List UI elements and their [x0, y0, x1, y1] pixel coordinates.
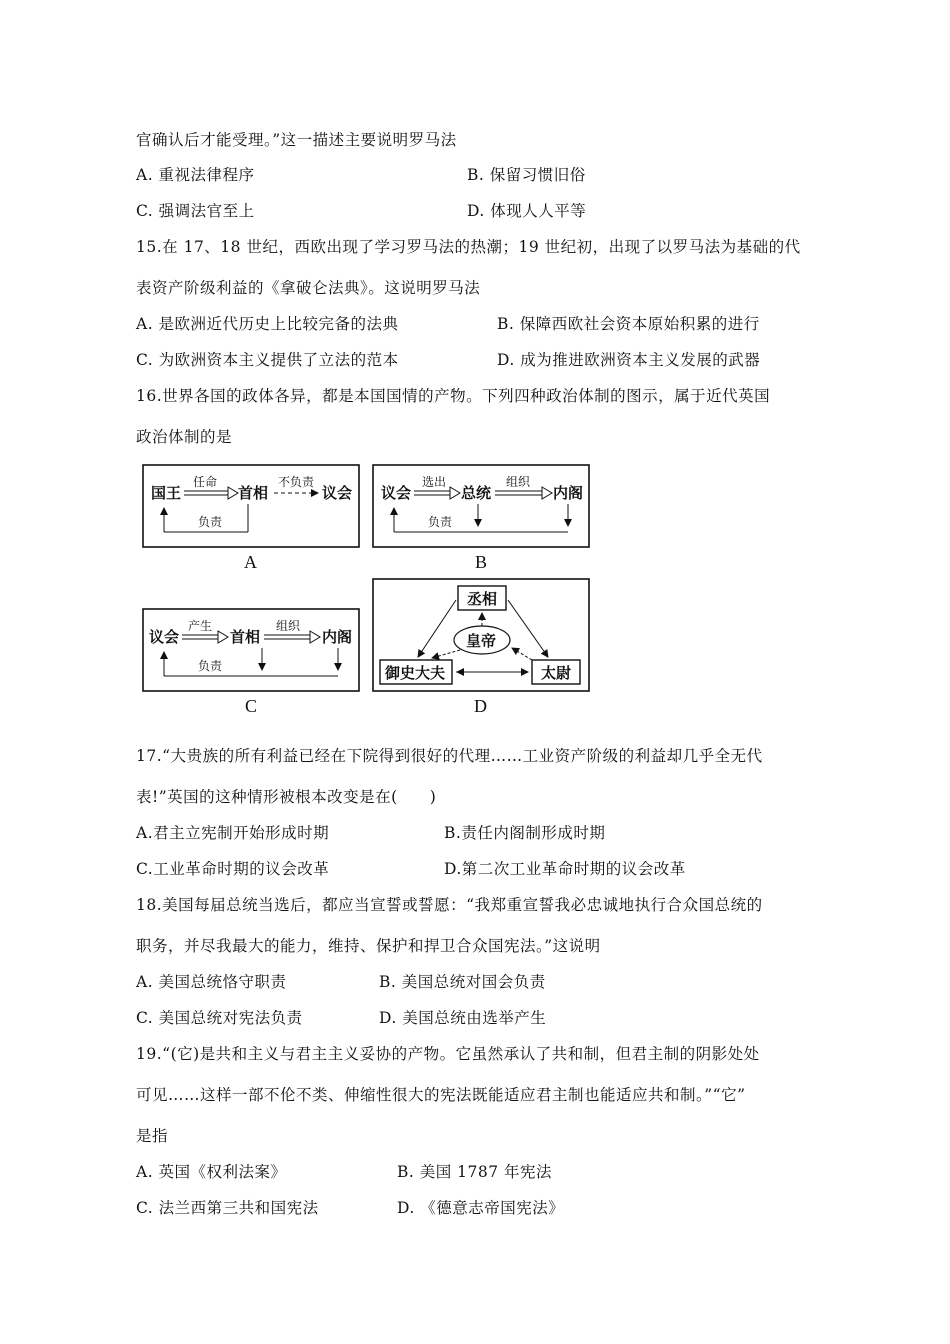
diagram-d — [372, 578, 590, 692]
diagram-d-label: D — [474, 696, 487, 716]
diagram-c-node-cabinet: 内阁 — [322, 628, 353, 646]
diagram-b-node-parliament: 议会 — [381, 484, 412, 502]
q17-stem-line2: 表!”英国的这种情形被根本改变是在( ) — [136, 788, 437, 806]
q18-option-c[interactable]: C. 美国总统对宪法负责 — [136, 1009, 303, 1027]
q18-stem-line1: 18.美国每届总统当选后，都应当宣誓或誓愿：“我郑重宣誓我必忠诚地执行合众国总统的 — [136, 896, 763, 914]
q14-option-a[interactable]: A. 重视法律程序 — [136, 166, 255, 184]
q18-option-a[interactable]: A. 美国总统恪守职责 — [136, 973, 287, 991]
diagram-c — [142, 608, 360, 692]
q19-stem-line2: 可见……这样一部不伦不类、伸缩性很大的宪法既能适应君主制也能适应共和制。”“它” — [136, 1086, 746, 1104]
q19-option-d[interactable]: D. 《德意志帝国宪法》 — [397, 1199, 565, 1217]
q18-option-d[interactable]: D. 美国总统由选举产生 — [379, 1009, 547, 1027]
q17-option-c[interactable]: C.工业革命时期的议会改革 — [136, 860, 330, 878]
diagram-b — [372, 464, 590, 548]
diagram-b-node-cabinet: 内阁 — [553, 484, 584, 502]
q15-option-d[interactable]: D. 成为推进欧洲资本主义发展的武器 — [497, 351, 761, 369]
q19-stem-line3: 是指 — [136, 1127, 169, 1145]
q15-option-b[interactable]: B. 保障西欧社会资本原始积累的进行 — [497, 315, 760, 333]
diagram-a — [142, 464, 360, 548]
diagram-c-label-organize: 组织 — [276, 619, 301, 633]
diagram-b-label-responsible: 负责 — [428, 515, 453, 529]
q18-option-b[interactable]: B. 美国总统对国会负责 — [379, 973, 546, 991]
q15-stem-line1: 15.在 17、18 世纪，西欧出现了学习罗马法的热潮；19 世纪初，出现了以罗马法为基础的代 — [136, 238, 801, 256]
diagram-b-node-president: 总统 — [461, 484, 492, 502]
q19-option-a[interactable]: A. 英国《权利法案》 — [136, 1163, 287, 1181]
q17-stem-line1: 17.“大贵族的所有利益已经在下院得到很好的代理……工业资产阶级的利益却几乎全无代 — [136, 747, 763, 765]
diagram-b-label: B — [475, 552, 488, 572]
q17-option-b[interactable]: B.责任内阁制形成时期 — [444, 824, 606, 842]
q17-option-d[interactable]: D.第二次工业革命时期的议会改革 — [444, 860, 686, 878]
diagram-a-label-appoint: 任命 — [193, 475, 218, 489]
q15-option-a[interactable]: A. 是欧洲近代历史上比较完备的法典 — [136, 315, 399, 333]
q19-stem-line1: 19.“(它)是共和主义与君主主义妥协的产物。它虽然承认了共和制，但君主制的阴影处处 — [136, 1045, 760, 1063]
diagram-a-label-responsible: 负责 — [198, 515, 223, 529]
q14-option-c[interactable]: C. 强调法官至上 — [136, 202, 255, 220]
q14-option-b[interactable]: B. 保留习惯旧俗 — [467, 166, 586, 184]
diagram-c-node-parliament: 议会 — [149, 628, 180, 646]
diagram-d-node-commandant: 太尉 — [541, 664, 572, 682]
diagram-a-node-pm: 首相 — [238, 484, 269, 502]
diagram-c-label-responsible: 负责 — [198, 659, 223, 673]
q16-stem-line2: 政治体制的是 — [136, 428, 233, 446]
diagram-b-label-organize: 组织 — [506, 475, 531, 489]
q14-option-d[interactable]: D. 体现人人平等 — [467, 202, 587, 220]
diagram-b-label-elect: 选出 — [422, 475, 447, 489]
diagram-c-label-produce: 产生 — [188, 619, 213, 633]
q19-option-c[interactable]: C. 法兰西第三共和国宪法 — [136, 1199, 319, 1217]
diagram-c-label: C — [245, 696, 258, 716]
q19-option-b[interactable]: B. 美国 1787 年宪法 — [397, 1163, 553, 1181]
q17-option-a[interactable]: A.君主立宪制开始形成时期 — [136, 824, 330, 842]
q14-stem: 官确认后才能受理。”这一描述主要说明罗马法 — [136, 131, 457, 149]
diagram-a-node-parliament: 议会 — [322, 484, 353, 502]
q16-stem-line1: 16.世界各国的政体各异，都是本国国情的产物。下列四种政治体制的图示，属于近代英国 — [136, 387, 771, 405]
diagram-d-node-emperor: 皇帝 — [466, 632, 497, 650]
q18-stem-line2: 职务，并尽我最大的能力，维持、保护和捍卫合众国宪法。”这说明 — [136, 937, 601, 955]
q15-stem-line2: 表资产阶级利益的《拿破仑法典》。这说明罗马法 — [136, 279, 481, 297]
diagram-a-label: A — [244, 552, 257, 572]
diagram-a-node-king: 国王 — [151, 484, 182, 502]
diagram-a-label-not-responsible: 不负责 — [278, 475, 315, 489]
diagram-c-node-pm: 首相 — [230, 628, 261, 646]
q15-option-c[interactable]: C. 为欧洲资本主义提供了立法的范本 — [136, 351, 399, 369]
diagram-d-node-chancellor: 丞相 — [467, 590, 498, 608]
diagram-d-node-censor: 御史大夫 — [385, 664, 446, 682]
